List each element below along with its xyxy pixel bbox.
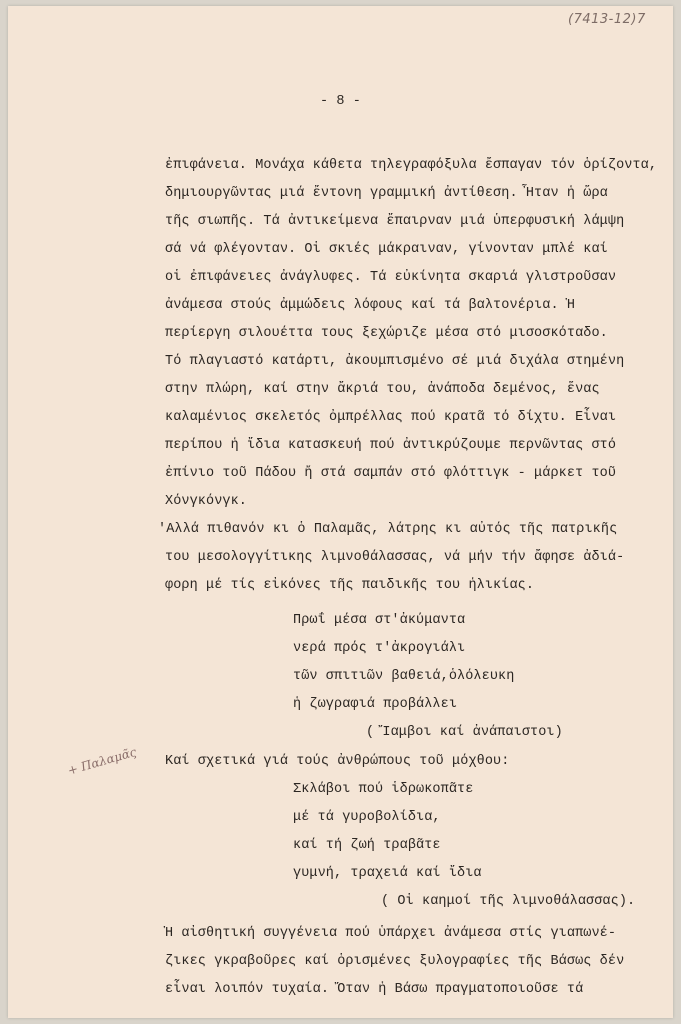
margin-note-handwritten: + Παλαμᾶς [66,744,138,778]
document-page [8,6,673,1018]
text-line: Ἡ αἰσθητική συγγένεια πού ὑπάρχει ἀνάμεσα στίς γιαπωνέ- [165,926,617,941]
text-line: Χόνγκόνγκ. [165,494,248,509]
poem-line: νερά πρός τ'ἀκρογιάλι [293,641,466,656]
poem-source: ( Οἱ καημοί τῆς λιμνοθάλασσας). [381,894,636,909]
page-number: - 8 - [319,94,361,109]
intro-line: Καί σχετικά γιά τούς ἀνθρώπους τοῦ μόχθου: [165,754,510,769]
text-line: ζικες γκραβοῦρες καί ὁρισμένες ξυλογραφίες τῆς Βάσως δέν [165,954,625,969]
poem-line: Σκλάβοι πού ἱδρωκοπᾶτε [293,782,474,797]
text-line: τῆς σιωπῆς. Τά ἀντικείμενα ἔπαιρναν μιά ὑπερφυσική λάμψη [165,214,625,229]
text-line: φορη μέ τίς εἰκόνες τῆς παιδικῆς του ἡλικίας. [165,578,535,593]
text-line: περίεργη σιλουέττα τους ξεχώριζε μέσα στό μισοσκόταδο. [165,326,608,341]
text-line: στην πλώρη, καί στην ἄκριά του, ἀνάποδα δεμένος, ἕνας [165,382,600,397]
poem-line: μέ τά γυροβολίδια, [293,810,441,825]
text-line: Τό πλαγιαστό κατάρτι, ἀκουμπισμένο σέ μιά διχάλα στημένη [165,354,625,369]
text-line: ἐπίνιο τοῦ Πάδου ἤ στά σαμπάν στό φλόττιγκ - μάρκετ τοῦ [165,466,617,481]
poem-source: ( Ἴαμβοι καί ἀνάπαιστοι) [366,725,563,740]
poem-line: Πρωΐ μέσα στ'ἀκύμαντα [293,613,466,628]
poem-line: γυμνή, τραχειά καί ἴδια [293,866,482,881]
text-line: οἱ ἐπιφάνειες ἀνάγλυφες. Τά εὐκίνητα σκαριά γλιστροῦσαν [165,270,617,285]
archive-reference-pencil: (7413-12)7 [568,12,646,27]
text-line: ἐπιφάνεια. Μονάχα κάθετα τηλεγραφόξυλα ἔσπαγαν τόν ὁρίζοντα, [165,158,658,173]
text-line: εἶναι λοιπόν τυχαία. Ὅταν ἡ Βάσω πραγματοποιοῦσε τά [165,982,584,997]
text-line: δημιουργῶντας μιά ἔντονη γραμμική ἀντίθεση. Ἦταν ἡ ὥρα [165,186,608,201]
poem-line: τῶν σπιτιῶν βαθειά,ὁλόλευκη [293,669,515,684]
text-line: του μεσολογγίτικης λιμνοθάλασσας, νά μήν τήν ἄφησε ἀδιά- [165,550,625,565]
text-line: 'Αλλά πιθανόν κι ὁ Παλαμᾶς, λάτρης κι αὐτός τῆς πατρικῆς [158,522,618,537]
poem-line: ἡ ζωγραφιά προβάλλει [293,697,458,712]
text-line: ἀνάμεσα στούς ἀμμώδεις λόφους καί τά βαλτονέρια. Ἡ [165,298,576,313]
text-line: καλαμένιος σκελετός ὀμπρέλλας πού κρατᾶ τό δίχτυ. Εἶναι [165,410,617,425]
text-line: περίπου ἡ ἴδια κατασκευή πού ἀντικρύζουμε περνῶντας στό [165,438,617,453]
poem-line: καί τή ζωή τραβᾶτε [293,838,441,853]
text-line: σά νά φλέγονταν. Οἱ σκιές μάκραιναν, γίνονταν μπλέ καί [165,242,608,257]
